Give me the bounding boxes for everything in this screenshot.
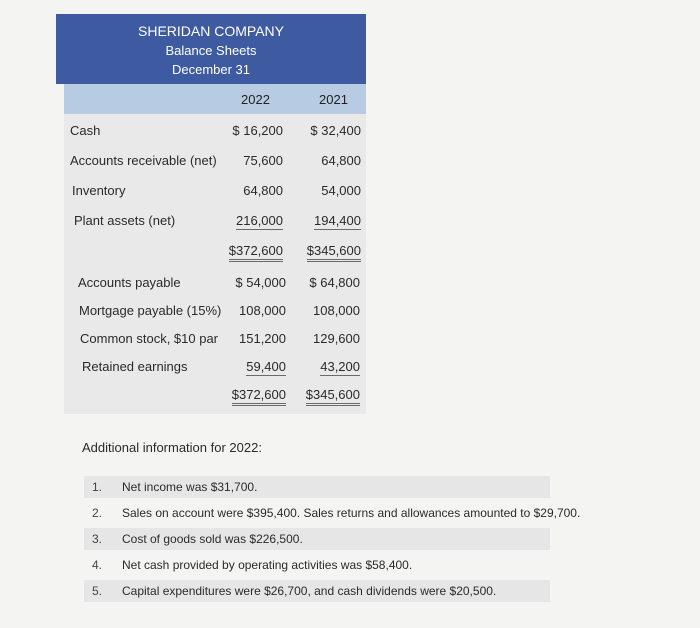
note-item (84, 502, 581, 524)
assets-total-2021 (291, 243, 361, 258)
note-item (84, 528, 550, 550)
equity-value-2021 (290, 359, 360, 374)
equity-value-2022: 151,200 (239, 331, 286, 346)
liabilities-total-2021 (290, 387, 360, 402)
note-text: Net cash provided by operating activities was $58,400. (122, 558, 413, 572)
equity-label: Common stock, $10 par (80, 331, 219, 346)
liability-value-2021: $ 64,800 (309, 275, 360, 290)
asset-label: Accounts receivable (net) (70, 153, 217, 168)
assets-total-2021-value: $345,600 (307, 243, 361, 262)
note-number: 3. (92, 532, 103, 546)
note-number: 5. (92, 584, 103, 598)
asset-value-2021: 54,000 (321, 183, 361, 198)
equity-value-2022-underlined: 59,400 (246, 359, 286, 374)
asset-value-2021: 64,800 (321, 153, 361, 168)
asset-value-2021 (291, 213, 361, 228)
asset-value-2022-underlined: 216,000 (236, 213, 283, 228)
assets-total-2022 (213, 243, 283, 258)
additional-info-title: Additional information for 2022: (82, 440, 262, 455)
asset-label: Inventory (72, 183, 126, 198)
note-number: 2. (92, 506, 103, 520)
asset-value-2022: 75,600 (243, 153, 283, 168)
note-text: Sales on account were $395,400. Sales returns and allowances amounted to $29,700. (122, 506, 581, 520)
asset-label: Cash (70, 123, 101, 138)
equity-label: Retained earnings (82, 359, 188, 374)
equity-value-2021-underlined: 43,200 (320, 359, 360, 374)
note-number: 1. (92, 480, 103, 494)
liabilities-total-2022-value: $372,600 (232, 387, 286, 406)
column-header-2021: 2021 (319, 92, 348, 107)
liabilities-total-2021-value: $345,600 (306, 387, 360, 406)
note-text: Cost of goods sold was $226,500. (122, 532, 303, 546)
asset-value-2021-underlined: 194,400 (314, 213, 361, 228)
column-header-row (64, 84, 366, 114)
company-name: SHERIDAN COMPANY (138, 23, 284, 39)
asset-value-2022: 64,800 (243, 183, 283, 198)
statement-title: Balance Sheets (165, 43, 257, 58)
note-item (84, 554, 550, 576)
column-header-2022: 2022 (241, 92, 270, 107)
statement-date: December 31 (171, 62, 251, 77)
liability-value-2022: $ 54,000 (235, 275, 286, 290)
note-number: 4. (92, 558, 103, 572)
statement-header (56, 14, 366, 84)
liability-label: Mortgage payable (15%) (79, 303, 222, 318)
equity-value-2021: 129,600 (313, 331, 360, 346)
equity-value-2022 (216, 359, 286, 374)
asset-value-2021: $ 32,400 (310, 123, 361, 138)
asset-value-2022: $ 16,200 (232, 123, 283, 138)
liabilities-total-2022 (216, 387, 286, 402)
note-item (84, 476, 550, 498)
asset-label: Plant assets (net) (74, 213, 176, 228)
assets-total-2022-value: $372,600 (229, 243, 283, 262)
note-item (84, 580, 550, 602)
asset-value-2022 (213, 213, 283, 228)
liability-label: Accounts payable (78, 275, 181, 290)
note-text: Capital expenditures were $26,700, and cash dividends were $20,500. (122, 584, 497, 598)
liability-value-2021: 108,000 (313, 303, 360, 318)
note-text: Net income was $31,700. (122, 480, 258, 494)
liability-value-2022: 108,000 (239, 303, 286, 318)
